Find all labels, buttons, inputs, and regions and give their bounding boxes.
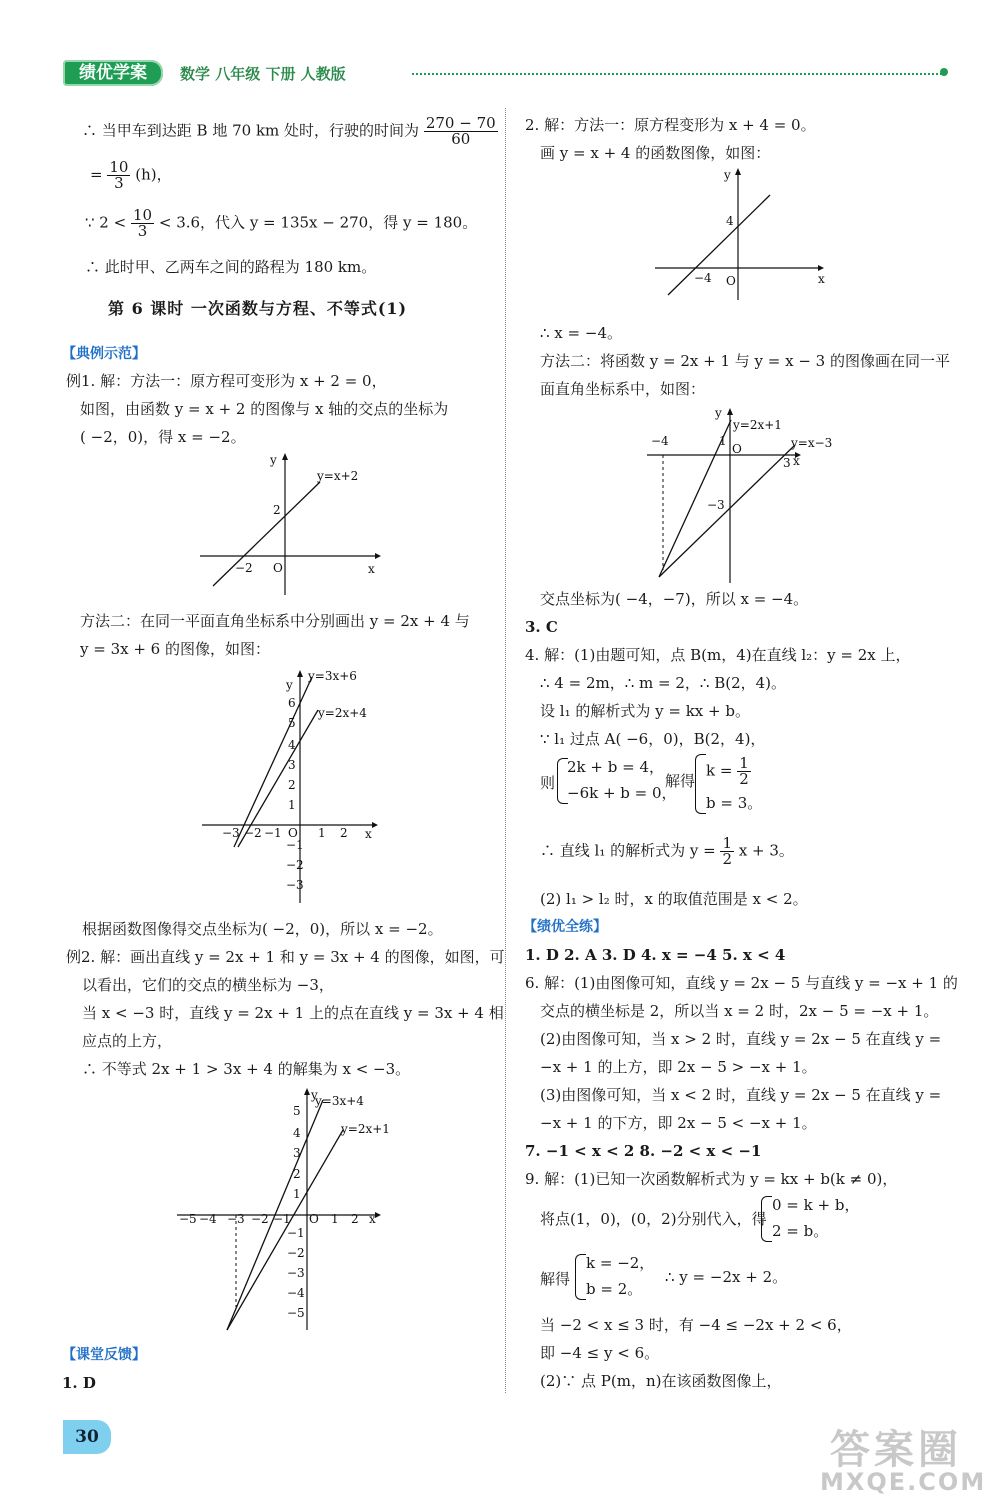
tick-label: 3 [783,456,791,470]
text-line: 即 −4 ≤ y < 6。 [540,1344,660,1362]
text-line: 根据函数图像得交点坐标为( −2，0)，所以 x = −2。 [82,920,443,938]
graph-two-lines-2 [175,1085,395,1335]
text-line: 交点坐标为( −4，−7)，所以 x = −4。 [540,590,809,608]
text-line: 以看出，它们的交点的横坐标为 −3， [82,976,334,994]
tick-label: 5 [293,1104,301,1118]
header-rule [412,73,942,75]
text-line: ∴ 不等式 2x + 1 > 3x + 4 的解集为 x < −3。 [82,1060,411,1078]
origin-label: O [726,274,736,288]
text-line: 如图，由函数 y = x + 2 的图像与 x 轴的交点的坐标为 [80,400,449,418]
equation-system: 则 [540,774,556,792]
origin-label: O [273,561,283,575]
tick-label: −3 [222,826,240,840]
y-arrow-icon [297,670,303,677]
text-line: 2. 解：方法一：原方程变形为 x + 4 = 0。 [525,116,816,134]
tick-label: −3 [227,1212,245,1226]
text-line: 方法二：将函数 y = 2x + 1 与 y = x − 3 的图像画在同一平 [540,352,950,370]
x-arrow-icon [818,265,824,271]
tick-label: −3 [286,878,304,892]
tick-label: 2 [351,1212,359,1226]
line-label: y=2x+4 [318,706,367,720]
fraction: $\frac{1}{2}$ [739,754,749,788]
y-label: y [270,453,277,467]
page-header [0,0,1000,100]
tick-label: 1 [719,434,727,448]
text-line: y = 3x + 6 的图像，如图： [80,640,270,658]
text-line: 1. D 2. A 3. D 4. x = −4 5. x < 4 [525,946,786,964]
lesson-title: 第 6 课时 一次函数与方程、不等式(1) [108,299,408,318]
line-label: y=3x+6 [308,669,357,683]
tick-label: −5 [287,1306,305,1320]
tick-label: −2 [235,561,253,575]
text-line: 例1. 解：方法一：原方程可变形为 x + 2 = 0， [66,372,387,390]
tick-label: 4 [726,214,734,228]
x-arrow-icon [375,553,381,559]
tick-label: 4 [288,738,296,752]
tick-label: 2 [288,778,296,792]
text-line: 解得 [665,772,696,790]
tick-label: −3 [287,1266,305,1280]
line-y-x-minus-3 [659,445,795,577]
origin-label: O [309,1212,319,1226]
text-line: 设 l₁ 的解析式为 y = kx + b。 [540,702,750,720]
x-label: x [368,562,375,576]
tick-label: 2 [273,503,281,517]
text-line: (2)∵ 点 P(m，n)在该函数图像上， [540,1372,782,1390]
origin-label: O [288,826,298,840]
line-label: y=x−3 [791,436,833,450]
brace [575,1254,586,1300]
tick-label: 1 [288,798,296,812]
system-line: b = 3。 [706,794,763,812]
text-line: 7. −1 < x < 2 8. −2 < x < −1 [525,1142,762,1160]
system-line: 2k + b = 4， [567,758,664,776]
y-label: y [286,678,293,692]
text-line: −x + 1 的下方，即 2x − 5 < −x + 1。 [540,1114,817,1132]
system-line: b = 2。 [586,1280,643,1298]
system-line: 2 = b。 [772,1222,829,1240]
x-label: x [793,454,800,468]
tick-label: −1 [273,1212,291,1226]
x-arrow-icon [372,822,378,828]
column-divider [505,108,506,1393]
y-label: y [724,168,731,182]
text-line: ∵ l₁ 过点 A( −6，0)，B(2，4)， [540,730,766,748]
tick-label: −2 [251,1212,269,1226]
line-label: y=2x+1 [341,1122,390,1136]
graph-two-lines-1 [200,665,390,905]
tick-label: −2 [287,1246,305,1260]
watermark: 答案圈 MXQE.COM [820,1427,987,1496]
line-y-x-plus-4 [668,195,770,295]
tick-label: −1 [286,838,304,852]
text-line: 3. C [525,618,558,636]
tick-label: 5 [288,716,296,730]
tick-label: −4 [651,434,669,448]
x-arrow-icon [375,1212,381,1218]
system-line: k = $\frac{1}{2}$ [706,754,749,788]
text-line: 当 x < −3 时，直线 y = 2x + 1 上的点在直线 y = 3x + 4 相 [82,1004,504,1022]
text-line: 画 y = x + 4 的函数图像，如图： [540,144,771,162]
tick-label: 4 [293,1126,301,1140]
text-line: 交点的横坐标是 2，所以当 x = 2 时，2x − 5 = −x + 1。 [540,1002,939,1020]
page-number: 30 [63,1420,111,1454]
text-line: (2) l₁ > l₂ 时，x 的取值范围是 x < 2。 [540,890,808,908]
text-line: ∴ 此时甲、乙两车之间的路程为 180 km。 [85,258,377,276]
tick-label: −2 [244,826,262,840]
text-line: 9. 解：(1)已知一次函数解析式为 y = kx + b(k ≠ 0)， [525,1170,898,1188]
text-line: ∴ 当甲车到达距 B 地 70 km 处时，行驶的时间为 $\frac{270 - 70}{60}$ [82,114,496,148]
text-line: 面直角坐标系中，如图： [540,380,706,398]
y-arrow-icon [282,453,288,460]
y-label: y [715,406,722,420]
tick-label: −1 [287,1226,305,1240]
y-arrow-icon [735,168,741,175]
y-arrow-icon [727,408,733,415]
tick-label: 3 [293,1146,301,1160]
tick-label: 3 [288,758,296,772]
text-line: ∴ 4 = 2m，∴ m = 2，∴ B(2，4)。 [540,674,787,692]
header-rule-end [940,68,948,76]
system-line: −6k + b = 0， [567,784,677,802]
y-label: y [311,1088,318,1102]
section-heading: 【绩优全练】 [523,919,607,935]
fraction: $\frac{270 - 70}{60}$ [425,114,496,148]
text-line: ( −2，0)，得 x = −2。 [80,428,246,446]
text-line: 将点(1，0)，(0，2)分别代入，得 [540,1210,767,1228]
line-label: y=2x+1 [733,418,782,432]
system-line: k = −2， [586,1254,655,1272]
x-label: x [365,827,372,841]
tick-label: −4 [694,271,712,285]
subject-label: 数学 八年级 下册 人教版 [180,65,346,83]
x-label: x [818,272,825,286]
text-line: (3)由图像可知，当 x < 2 时，直线 y = 2x − 5 在直线 y = [540,1086,942,1104]
tick-label: −2 [286,858,304,872]
graph-y-x-plus-4 [650,165,840,305]
text-line: = $\frac{10}{3}$ (h)， [90,158,172,192]
tick-label: 2 [293,1167,301,1181]
text-line: 应点的上方， [82,1032,173,1050]
text-line: 6. 解：(1)由图像可知，直线 y = 2x − 5 与直线 y = −x + 1 的 [525,974,958,992]
graph-two-lines-3 [645,405,855,585]
line-label: y=3x+4 [315,1094,364,1108]
section-heading: 【课堂反馈】 [62,1347,146,1363]
section-heading: 【典例示范】 [62,346,146,362]
text-line: ∴ x = −4。 [540,324,622,342]
system-line: 0 = k + b， [772,1196,860,1214]
line-label: y=x+2 [317,469,359,483]
text-line: ∴ 直线 l₁ 的解析式为 y = $\frac{1}{2}$ x + 3。 [540,834,794,868]
text-line: −x + 1 的上方，即 2x − 5 > −x + 1。 [540,1058,817,1076]
tick-label: −4 [287,1286,305,1300]
origin-label: O [732,442,742,456]
tick-label: 2 [340,826,348,840]
fraction: $\frac{10}{3}$ [132,206,153,240]
tick-label: 1 [318,826,326,840]
tick-label: −4 [199,1212,217,1226]
text-line: (2)由图像可知，当 x > 2 时，直线 y = 2x − 5 在直线 y = [540,1030,942,1048]
x-label: x [369,1212,376,1226]
y-arrow-icon [304,1088,310,1095]
brace [761,1196,772,1242]
tick-label: 1 [293,1187,301,1201]
line-y-x-plus-2 [213,482,320,586]
tick-label: −5 [179,1212,197,1226]
text-line: 例2. 解：画出直线 y = 2x + 1 和 y = 3x + 4 的图像，如图，可 [66,948,505,966]
text-line: ∴ y = −2x + 2。 [665,1268,788,1286]
text-line: 方法二：在同一平面直角坐标系中分别画出 y = 2x + 4 与 [80,612,470,630]
fraction: $\frac{1}{2}$ [722,834,733,868]
tick-label: 1 [331,1212,339,1226]
graph-y-x-plus-2 [195,450,385,600]
tick-label: 6 [288,696,296,710]
text-line: 当 −2 < x ≤ 3 时，有 −4 ≤ −2x + 2 < 6， [540,1316,852,1334]
brand-badge: 绩优学案 [63,60,163,86]
tick-label: −1 [264,826,282,840]
tick-label: −3 [707,498,725,512]
text-line: ∵ 2 < $\frac{10}{3}$ < 3.6，代入 y = 135x − 270，得 y = 180。 [85,206,478,240]
text-line: 解得 [540,1270,571,1288]
fraction: $\frac{10}{3}$ [109,158,129,192]
line-y-2x-plus-1 [227,1130,343,1330]
text-line: 4. 解：(1)由题可知，点 B(m，4)在直线 l₂：y = 2x 上， [525,646,911,664]
text-line: 1. D [62,1374,96,1392]
brace [695,754,706,814]
